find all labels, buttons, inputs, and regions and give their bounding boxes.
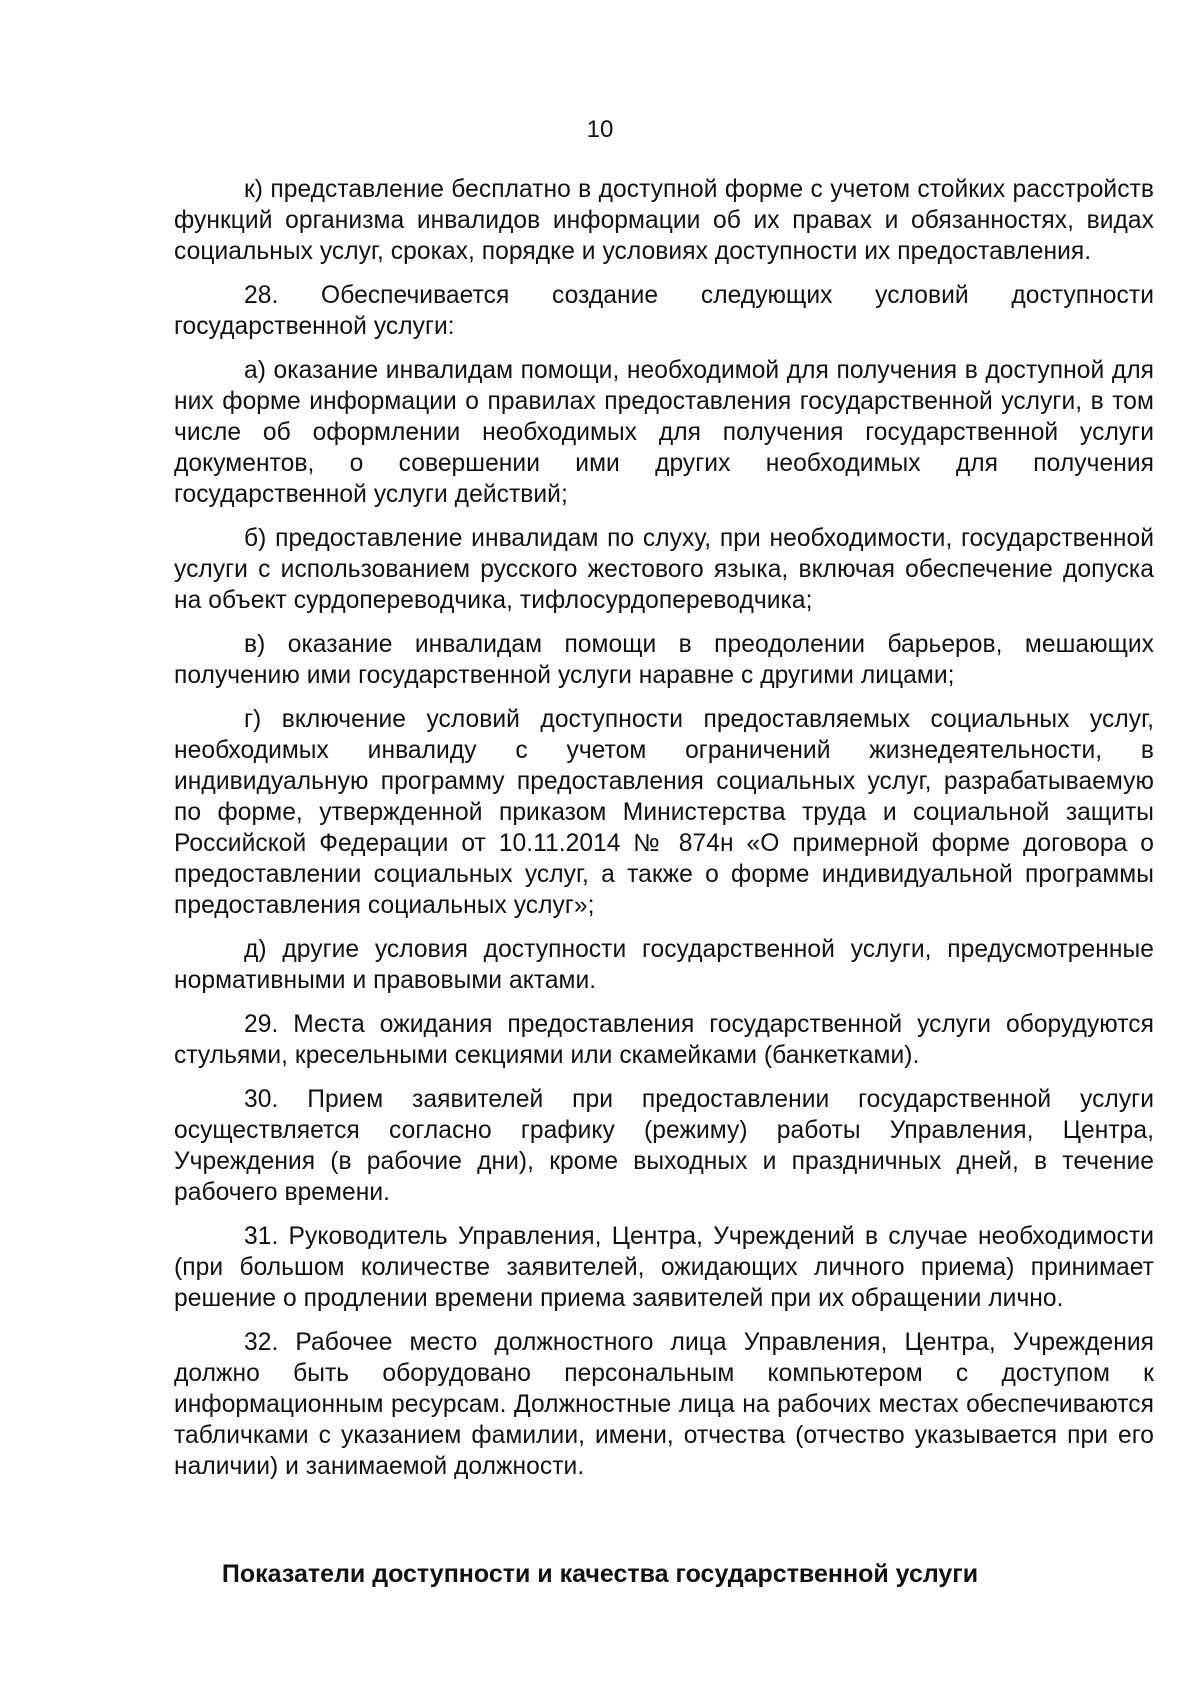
paragraph-32: 32. Рабочее место должностного лица Управления, Центра, Учреждения должно быть оборудовано персональным компьютером с доступом к информационным ресурсам. Должностные лица на рабочих местах обеспечиваются табличками с указанием фамилии, имени, отчества (отчество указывается при его наличии) и занимаемой должности.: [174, 1329, 1154, 1480]
paragraph-b: б) предоставление инвалидам по слуху, при необходимости, государственной услуги с использованием русского жестового языка, включая обеспечение допуска на объект сурдопереводчика, тифлосурдопереводчика;: [174, 525, 1154, 614]
paragraph-g: г) включение условий доступности предоставляемых социальных услуг, необходимых инвалиду с учетом ограничений жизнедеятельности, в индивидуальную программу предоставления социальных услуг, разрабатываемую по форме, утвержденной приказом Министерства труда и социальной защиты Российской Федерации от 10.11.2014 № 874н «О примерной форме договора о предоставлении социальных услуг, а также о форме индивидуальной программы предоставления социальных услуг»;: [174, 706, 1154, 919]
paragraph-29: 29. Места ожидания предоставления государственной услуги оборудуются стульями, кресельными секциями или скамейками (банкетками).: [174, 1011, 1154, 1069]
paragraph-30: 30. Прием заявителей при предоставлении государственной услуги осуществляется согласно графику (режиму) работы Управления, Центра, Учреждения (в рабочие дни), кроме выходных и праздничных дней, в течение рабочего времени.: [174, 1086, 1154, 1206]
section-heading: Показатели доступности и качества государственной услуги: [221, 1560, 979, 1588]
paragraph-v: в) оказание инвалидам помощи в преодолении барьеров, мешающих получению ими государственной услуги наравне с другими лицами;: [174, 631, 1154, 689]
paragraph-d: д) другие условия доступности государственной услуги, предусмотренные нормативными и правовыми актами.: [174, 936, 1154, 994]
paragraph-a: а) оказание инвалидам помощи, необходимой для получения в доступной для них форме информации о правилах предоставления государственной услуги, в том числе об оформлении необходимых для получения государственной услуги документов, о совершении ими других необходимых для получения государственной услуги действий;: [174, 357, 1154, 508]
paragraph-31: 31. Руководитель Управления, Центра, Учреждений в случае необходимости (при большом количестве заявителей, ожидающих личного приема) принимает решение о продлении времени приема заявителей при их обращении лично.: [174, 1223, 1154, 1312]
page-number: 10: [586, 116, 614, 143]
paragraph-k: к) представление бесплатно в доступной форме с учетом стойких расстройств функций организма инвалидов информации об их правах и обязанностях, видах социальных услуг, сроках, порядке и условиях доступности их предоставления.: [174, 176, 1154, 265]
document-body: [174, 174, 1154, 1495]
paragraph-28: 28. Обеспечивается создание следующих условий доступности государственной услуги:: [174, 282, 1154, 340]
